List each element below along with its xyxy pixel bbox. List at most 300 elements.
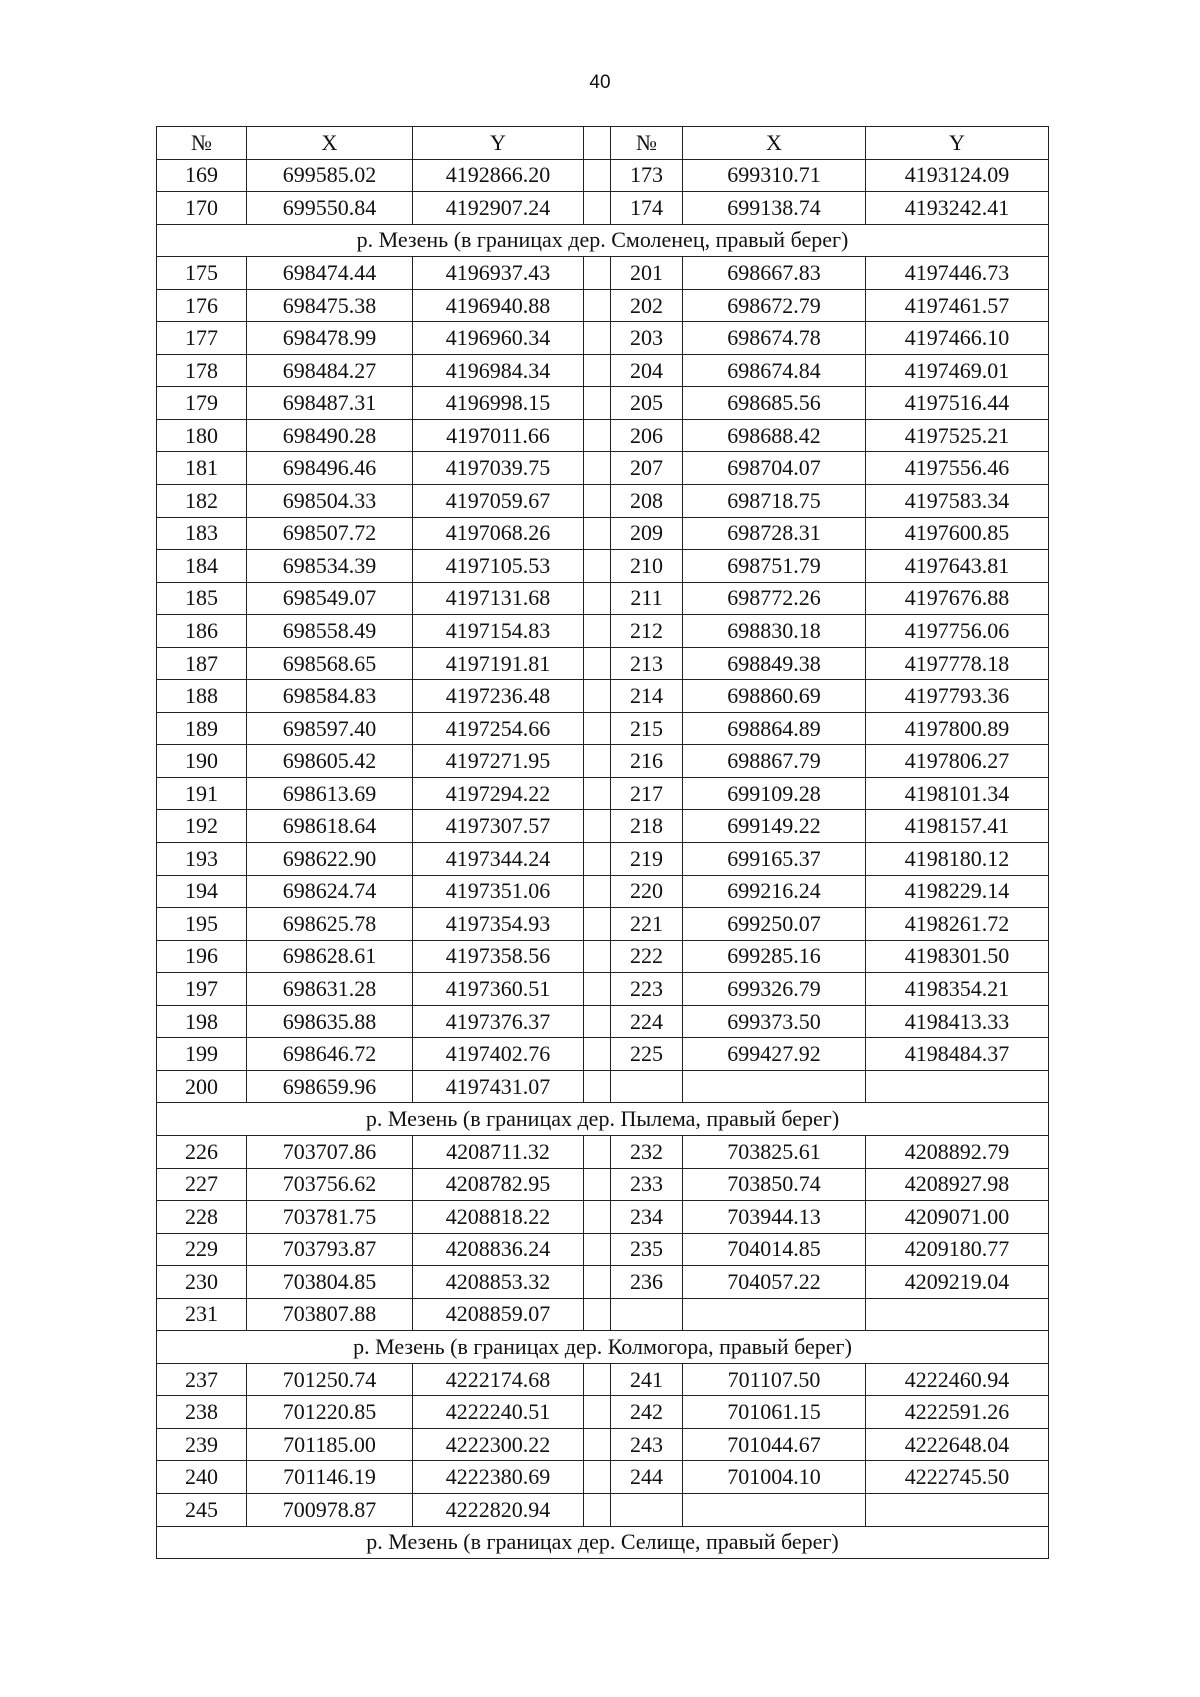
cell-spacer (584, 615, 611, 648)
cell-x-left: 698631.28 (247, 973, 413, 1006)
cell-point-number-left: 188 (157, 680, 247, 713)
cell-spacer (584, 973, 611, 1006)
cell-x-right (683, 1070, 866, 1103)
cell-point-number-right: 222 (611, 940, 683, 973)
cell-y-right (866, 1070, 1049, 1103)
cell-x-left: 699550.84 (247, 192, 413, 225)
cell-x-right: 699250.07 (683, 908, 866, 941)
cell-y-left: 4208782.95 (413, 1168, 584, 1201)
cell-y-left: 4197376.37 (413, 1005, 584, 1038)
table-row (157, 615, 1049, 648)
cell-x-right: 698751.79 (683, 550, 866, 583)
cell-y-right: 4197600.85 (866, 517, 1049, 550)
table-row (157, 517, 1049, 550)
cell-x-left: 698635.88 (247, 1005, 413, 1038)
cell-y-right: 4198413.33 (866, 1005, 1049, 1038)
table-row (157, 192, 1049, 225)
table-row (157, 1396, 1049, 1429)
table-row (157, 1070, 1049, 1103)
cell-y-right: 4208927.98 (866, 1168, 1049, 1201)
cell-spacer (584, 1168, 611, 1201)
cell-spacer (584, 1428, 611, 1461)
cell-point-number-left: 179 (157, 387, 247, 420)
cell-x-right: 698849.38 (683, 647, 866, 680)
cell-x-right: 703825.61 (683, 1135, 866, 1168)
cell-x-left: 703781.75 (247, 1201, 413, 1234)
cell-spacer (584, 257, 611, 290)
cell-y-right: 4197800.89 (866, 712, 1049, 745)
cell-spacer (584, 452, 611, 485)
cell-point-number-right: 236 (611, 1266, 683, 1299)
cell-x-left: 698568.65 (247, 647, 413, 680)
cell-x-right: 699165.37 (683, 843, 866, 876)
cell-x-right: 698772.26 (683, 582, 866, 615)
table-row (157, 843, 1049, 876)
cell-spacer (584, 1266, 611, 1299)
cell-spacer (584, 419, 611, 452)
cell-point-number-right: 225 (611, 1038, 683, 1071)
cell-x-right: 699216.24 (683, 875, 866, 908)
cell-y-right: 4197778.18 (866, 647, 1049, 680)
table-row (157, 419, 1049, 452)
table-row (157, 1038, 1049, 1071)
cell-y-right: 4197756.06 (866, 615, 1049, 648)
cell-spacer (584, 940, 611, 973)
cell-y-right: 4198229.14 (866, 875, 1049, 908)
cell-x-right: 703850.74 (683, 1168, 866, 1201)
cell-point-number-right: 242 (611, 1396, 683, 1429)
cell-x-right: 704057.22 (683, 1266, 866, 1299)
cell-x-right: 699285.16 (683, 940, 866, 973)
cell-point-number-right: 210 (611, 550, 683, 583)
cell-y-left: 4197105.53 (413, 550, 584, 583)
cell-point-number-left: 200 (157, 1070, 247, 1103)
cell-point-number-right: 204 (611, 354, 683, 387)
cell-y-left: 4197344.24 (413, 843, 584, 876)
cell-point-number-left: 176 (157, 289, 247, 322)
cell-x-right: 698867.79 (683, 745, 866, 778)
table-row (157, 1428, 1049, 1461)
cell-y-right: 4197446.73 (866, 257, 1049, 290)
cell-x-left: 700978.87 (247, 1493, 413, 1526)
cell-x-left: 698659.96 (247, 1070, 413, 1103)
cell-y-left: 4208853.32 (413, 1266, 584, 1299)
cell-y-left: 4208859.07 (413, 1298, 584, 1331)
header-x-right: X (683, 127, 866, 160)
cell-point-number-right: 233 (611, 1168, 683, 1201)
table-row (157, 777, 1049, 810)
cell-point-number-right: 213 (611, 647, 683, 680)
table-row (157, 712, 1049, 745)
cell-y-right: 4197793.36 (866, 680, 1049, 713)
section-title: р. Мезень (в границах дер. Смоленец, правый берег) (157, 224, 1049, 257)
cell-x-right: 703944.13 (683, 1201, 866, 1234)
cell-point-number-left: 178 (157, 354, 247, 387)
cell-x-left: 698504.33 (247, 485, 413, 518)
cell-point-number-right: 218 (611, 810, 683, 843)
cell-point-number-right: 234 (611, 1201, 683, 1234)
cell-x-right: 698864.89 (683, 712, 866, 745)
cell-point-number-left: 193 (157, 843, 247, 876)
cell-x-left: 703807.88 (247, 1298, 413, 1331)
cell-y-right: 4209219.04 (866, 1266, 1049, 1299)
cell-point-number-right: 211 (611, 582, 683, 615)
cell-spacer (584, 159, 611, 192)
cell-x-left: 701146.19 (247, 1461, 413, 1494)
cell-point-number-left: 196 (157, 940, 247, 973)
cell-y-left: 4208711.32 (413, 1135, 584, 1168)
cell-x-right: 698688.42 (683, 419, 866, 452)
cell-spacer (584, 1233, 611, 1266)
cell-spacer (584, 745, 611, 778)
cell-point-number-right: 174 (611, 192, 683, 225)
cell-y-left: 4222174.68 (413, 1363, 584, 1396)
table-body (157, 159, 1049, 1559)
cell-spacer (584, 1135, 611, 1168)
cell-y-left: 4196940.88 (413, 289, 584, 322)
table-row (157, 810, 1049, 843)
cell-point-number-left: 238 (157, 1396, 247, 1429)
cell-point-number-right: 221 (611, 908, 683, 941)
cell-point-number-left: 240 (157, 1461, 247, 1494)
cell-x-left: 698618.64 (247, 810, 413, 843)
cell-point-number-left: 194 (157, 875, 247, 908)
cell-spacer (584, 1038, 611, 1071)
cell-x-right: 698718.75 (683, 485, 866, 518)
cell-x-left: 698584.83 (247, 680, 413, 713)
cell-y-left: 4197068.26 (413, 517, 584, 550)
cell-point-number-left: 175 (157, 257, 247, 290)
cell-y-left: 4197039.75 (413, 452, 584, 485)
table-row (157, 159, 1049, 192)
cell-y-right: 4209071.00 (866, 1201, 1049, 1234)
cell-y-right: 4197516.44 (866, 387, 1049, 420)
cell-spacer (584, 647, 611, 680)
cell-point-number-left: 186 (157, 615, 247, 648)
cell-x-right: 699149.22 (683, 810, 866, 843)
cell-y-left: 4196937.43 (413, 257, 584, 290)
cell-point-number-left: 229 (157, 1233, 247, 1266)
cell-spacer (584, 1070, 611, 1103)
cell-x-left: 698605.42 (247, 745, 413, 778)
cell-y-left: 4197254.66 (413, 712, 584, 745)
section-title: р. Мезень (в границах дер. Пылема, правый берег) (157, 1103, 1049, 1136)
cell-x-left: 698507.72 (247, 517, 413, 550)
cell-point-number-right: 244 (611, 1461, 683, 1494)
section-header-row (157, 1331, 1049, 1364)
cell-y-left: 4197402.76 (413, 1038, 584, 1071)
cell-y-right: 4208892.79 (866, 1135, 1049, 1168)
cell-y-right: 4198101.34 (866, 777, 1049, 810)
table-row (157, 1233, 1049, 1266)
cell-spacer (584, 485, 611, 518)
cell-x-left: 698534.39 (247, 550, 413, 583)
cell-y-right: 4197525.21 (866, 419, 1049, 452)
table-header-row (157, 127, 1049, 160)
cell-point-number-right: 208 (611, 485, 683, 518)
cell-y-right: 4198180.12 (866, 843, 1049, 876)
cell-spacer (584, 1396, 611, 1429)
cell-y-left: 4197059.67 (413, 485, 584, 518)
cell-spacer (584, 192, 611, 225)
cell-point-number-left: 177 (157, 322, 247, 355)
cell-y-left: 4197011.66 (413, 419, 584, 452)
cell-spacer (584, 777, 611, 810)
cell-spacer (584, 517, 611, 550)
cell-x-right: 701107.50 (683, 1363, 866, 1396)
cell-point-number-left: 170 (157, 192, 247, 225)
cell-y-right: 4198484.37 (866, 1038, 1049, 1071)
table-row (157, 745, 1049, 778)
table-row (157, 973, 1049, 1006)
cell-x-right (683, 1493, 866, 1526)
cell-y-right: 4197806.27 (866, 745, 1049, 778)
header-number-left: № (157, 127, 247, 160)
table-row (157, 387, 1049, 420)
cell-y-right (866, 1493, 1049, 1526)
cell-point-number-left: 189 (157, 712, 247, 745)
cell-y-left: 4196998.15 (413, 387, 584, 420)
cell-x-left: 703707.86 (247, 1135, 413, 1168)
table-row (157, 582, 1049, 615)
cell-x-right: 698728.31 (683, 517, 866, 550)
cell-spacer (584, 1005, 611, 1038)
cell-y-right: 4193242.41 (866, 192, 1049, 225)
cell-x-right: 701004.10 (683, 1461, 866, 1494)
table-row (157, 257, 1049, 290)
table-row (157, 1266, 1049, 1299)
cell-point-number-right (611, 1298, 683, 1331)
cell-point-number-right: 224 (611, 1005, 683, 1038)
table-row (157, 1201, 1049, 1234)
cell-x-left: 698487.31 (247, 387, 413, 420)
cell-x-right: 699373.50 (683, 1005, 866, 1038)
header-number-right: № (611, 127, 683, 160)
cell-x-right: 698685.56 (683, 387, 866, 420)
cell-spacer (584, 680, 611, 713)
cell-x-left: 698622.90 (247, 843, 413, 876)
cell-spacer (584, 1298, 611, 1331)
cell-x-right: 699138.74 (683, 192, 866, 225)
cell-spacer (584, 1493, 611, 1526)
cell-point-number-right: 206 (611, 419, 683, 452)
table-row (157, 485, 1049, 518)
cell-y-left: 4197354.93 (413, 908, 584, 941)
cell-y-left: 4222820.94 (413, 1493, 584, 1526)
cell-point-number-right: 203 (611, 322, 683, 355)
section-header-row (157, 224, 1049, 257)
cell-x-right: 698667.83 (683, 257, 866, 290)
cell-point-number-right: 173 (611, 159, 683, 192)
page-number: 40 (589, 72, 611, 93)
cell-y-right: 4197643.81 (866, 550, 1049, 583)
cell-y-right: 4197556.46 (866, 452, 1049, 485)
cell-point-number-left: 180 (157, 419, 247, 452)
table-row (157, 1493, 1049, 1526)
cell-x-left: 698597.40 (247, 712, 413, 745)
cell-point-number-right (611, 1493, 683, 1526)
section-title: р. Мезень (в границах дер. Селище, правый берег) (157, 1526, 1049, 1559)
table-row (157, 1363, 1049, 1396)
cell-y-right: 4197469.01 (866, 354, 1049, 387)
table-row (157, 550, 1049, 583)
cell-point-number-left: 182 (157, 485, 247, 518)
cell-point-number-left: 192 (157, 810, 247, 843)
cell-x-left: 698484.27 (247, 354, 413, 387)
cell-y-right: 4198354.21 (866, 973, 1049, 1006)
cell-y-left: 4222240.51 (413, 1396, 584, 1429)
cell-point-number-left: 198 (157, 1005, 247, 1038)
cell-x-right: 698830.18 (683, 615, 866, 648)
cell-y-left: 4197271.95 (413, 745, 584, 778)
cell-x-right: 699427.92 (683, 1038, 866, 1071)
table-row (157, 452, 1049, 485)
header-y-right: Y (866, 127, 1049, 160)
cell-x-left: 703793.87 (247, 1233, 413, 1266)
cell-x-left: 698549.07 (247, 582, 413, 615)
cell-spacer (584, 289, 611, 322)
cell-point-number-left: 183 (157, 517, 247, 550)
cell-y-right: 4197461.57 (866, 289, 1049, 322)
cell-x-left: 698490.28 (247, 419, 413, 452)
table-row (157, 1461, 1049, 1494)
cell-point-number-right: 209 (611, 517, 683, 550)
cell-point-number-left: 226 (157, 1135, 247, 1168)
cell-point-number-right: 202 (611, 289, 683, 322)
cell-spacer (584, 1201, 611, 1234)
cell-y-right: 4197676.88 (866, 582, 1049, 615)
cell-y-left: 4197294.22 (413, 777, 584, 810)
cell-y-left: 4197351.06 (413, 875, 584, 908)
cell-point-number-left: 239 (157, 1428, 247, 1461)
cell-point-number-left: 195 (157, 908, 247, 941)
cell-y-right: 4222648.04 (866, 1428, 1049, 1461)
cell-y-left: 4197236.48 (413, 680, 584, 713)
cell-x-left: 698628.61 (247, 940, 413, 973)
cell-x-right: 698860.69 (683, 680, 866, 713)
cell-point-number-right: 219 (611, 843, 683, 876)
section-title: р. Мезень (в границах дер. Колмогора, правый берег) (157, 1331, 1049, 1364)
cell-x-left: 698478.99 (247, 322, 413, 355)
cell-y-left: 4222380.69 (413, 1461, 584, 1494)
cell-y-left: 4197431.07 (413, 1070, 584, 1103)
cell-x-right: 698674.78 (683, 322, 866, 355)
cell-y-right: 4198261.72 (866, 908, 1049, 941)
cell-point-number-right (611, 1070, 683, 1103)
cell-point-number-right: 205 (611, 387, 683, 420)
cell-spacer (584, 582, 611, 615)
cell-point-number-right: 217 (611, 777, 683, 810)
cell-y-right (866, 1298, 1049, 1331)
cell-y-right: 4222591.26 (866, 1396, 1049, 1429)
cell-y-right: 4222460.94 (866, 1363, 1049, 1396)
cell-point-number-right: 212 (611, 615, 683, 648)
cell-x-left: 701185.00 (247, 1428, 413, 1461)
cell-x-left: 703756.62 (247, 1168, 413, 1201)
cell-x-left: 698625.78 (247, 908, 413, 941)
cell-y-left: 4197191.81 (413, 647, 584, 680)
cell-x-right: 698704.07 (683, 452, 866, 485)
cell-x-right: 699326.79 (683, 973, 866, 1006)
cell-point-number-left: 227 (157, 1168, 247, 1201)
cell-x-left: 698496.46 (247, 452, 413, 485)
header-y-left: Y (413, 127, 584, 160)
table-row (157, 875, 1049, 908)
cell-spacer (584, 712, 611, 745)
cell-y-right: 4198301.50 (866, 940, 1049, 973)
cell-x-left: 698613.69 (247, 777, 413, 810)
cell-point-number-left: 191 (157, 777, 247, 810)
header-spacer (584, 127, 611, 160)
cell-point-number-left: 190 (157, 745, 247, 778)
cell-x-left: 703804.85 (247, 1266, 413, 1299)
table-row (157, 354, 1049, 387)
cell-point-number-left: 184 (157, 550, 247, 583)
cell-y-left: 4197360.51 (413, 973, 584, 1006)
cell-x-left: 698558.49 (247, 615, 413, 648)
cell-point-number-left: 245 (157, 1493, 247, 1526)
table-row (157, 680, 1049, 713)
table-row (157, 940, 1049, 973)
cell-x-left: 698624.74 (247, 875, 413, 908)
cell-y-left: 4192907.24 (413, 192, 584, 225)
table-row (157, 1168, 1049, 1201)
cell-point-number-right: 241 (611, 1363, 683, 1396)
table-row (157, 647, 1049, 680)
cell-spacer (584, 387, 611, 420)
cell-point-number-right: 232 (611, 1135, 683, 1168)
cell-x-right: 698672.79 (683, 289, 866, 322)
cell-point-number-right: 216 (611, 745, 683, 778)
cell-x-right: 699310.71 (683, 159, 866, 192)
table-row (157, 908, 1049, 941)
cell-spacer (584, 843, 611, 876)
cell-spacer (584, 908, 611, 941)
table-row (157, 322, 1049, 355)
cell-point-number-right: 214 (611, 680, 683, 713)
cell-x-right: 701044.67 (683, 1428, 866, 1461)
cell-x-left: 699585.02 (247, 159, 413, 192)
cell-y-left: 4208818.22 (413, 1201, 584, 1234)
cell-y-left: 4192866.20 (413, 159, 584, 192)
cell-point-number-right: 243 (611, 1428, 683, 1461)
cell-spacer (584, 810, 611, 843)
header-x-left: X (247, 127, 413, 160)
cell-y-left: 4197358.56 (413, 940, 584, 973)
table-row (157, 1135, 1049, 1168)
cell-x-left: 698646.72 (247, 1038, 413, 1071)
cell-spacer (584, 1363, 611, 1396)
cell-point-number-left: 169 (157, 159, 247, 192)
cell-point-number-left: 237 (157, 1363, 247, 1396)
cell-point-number-left: 199 (157, 1038, 247, 1071)
cell-x-right: 704014.85 (683, 1233, 866, 1266)
coordinates-table (156, 126, 1049, 1559)
table-row (157, 1298, 1049, 1331)
cell-y-right: 4198157.41 (866, 810, 1049, 843)
cell-y-left: 4197154.83 (413, 615, 584, 648)
cell-point-number-left: 197 (157, 973, 247, 1006)
cell-y-left: 4222300.22 (413, 1428, 584, 1461)
cell-y-left: 4197131.68 (413, 582, 584, 615)
table-row (157, 1005, 1049, 1038)
cell-point-number-right: 201 (611, 257, 683, 290)
cell-point-number-right: 220 (611, 875, 683, 908)
cell-point-number-left: 231 (157, 1298, 247, 1331)
cell-point-number-right: 223 (611, 973, 683, 1006)
cell-y-left: 4197307.57 (413, 810, 584, 843)
cell-y-right: 4222745.50 (866, 1461, 1049, 1494)
